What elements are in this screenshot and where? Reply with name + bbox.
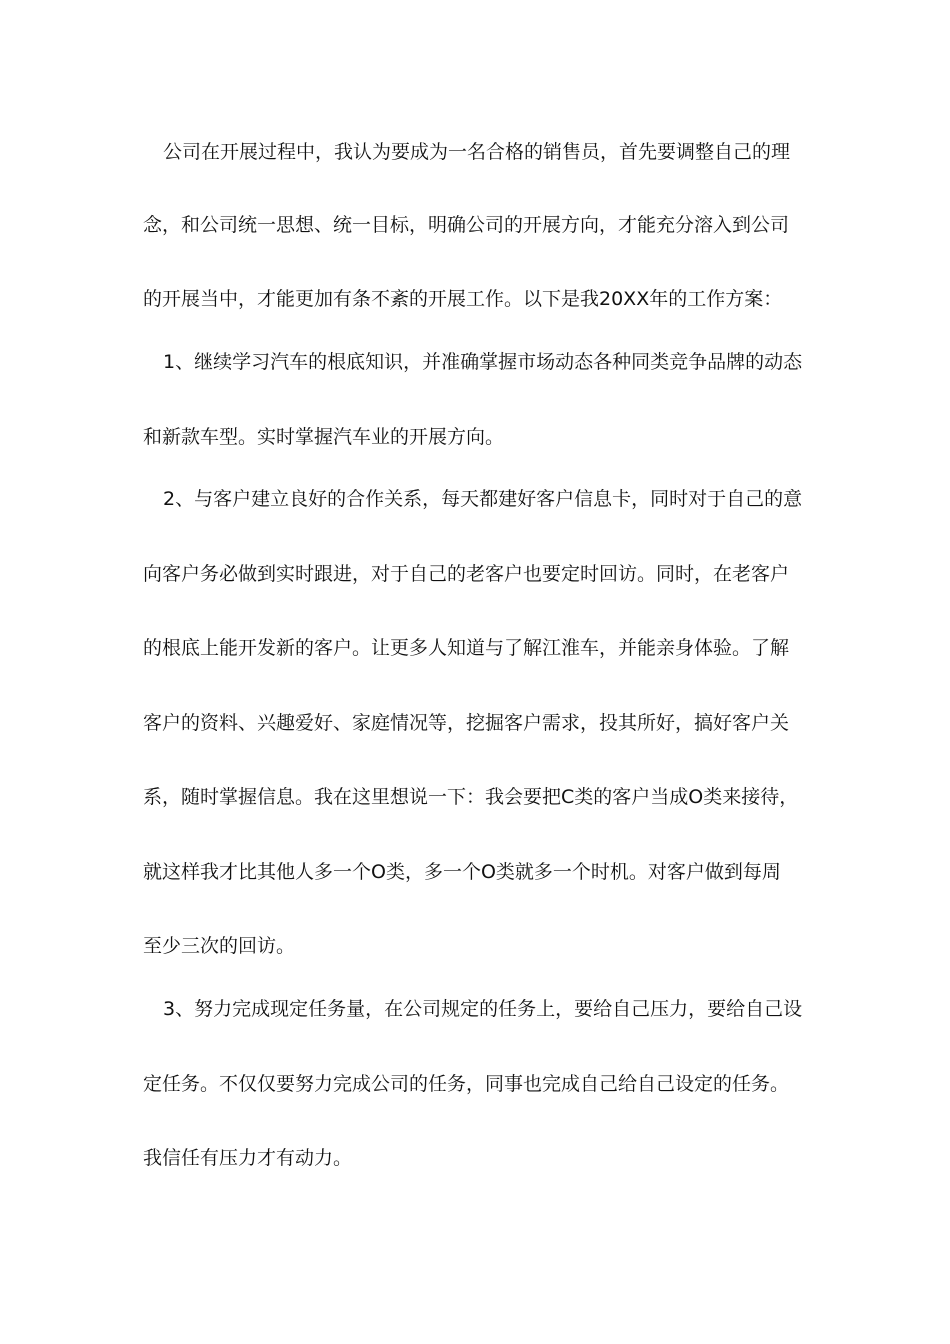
item-2-line-7: 至少三次的回访。: [143, 935, 296, 957]
item-2-line-4: 客户的资料、兴趣爱好、家庭情况等，挖掘客户需求，投其所好，搞好客户关: [143, 712, 790, 734]
paragraph-1-line-1: 公司在开展过程中，我认为要成为一名合格的销售员，首先要调整自己的理: [163, 141, 791, 163]
item-3-line-3: 我信任有压力才有动力。: [143, 1147, 353, 1169]
item-3-line-1: 3、努力完成现定任务量，在公司规定的任务上，要给自己压力，要给自己设: [163, 998, 803, 1020]
item-2-line-2: 向客户务必做到实时跟进，对于自己的老客户也要定时回访。同时，在老客户: [143, 563, 790, 585]
item-1-line-2: 和新款车型。实时掌握汽车业的开展方向。: [143, 426, 505, 448]
item-3-line-2: 定任务。不仅仅要努力完成公司的任务，同事也完成自己给自己设定的任务。: [143, 1073, 790, 1095]
item-2-line-1: 2、与客户建立良好的合作关系，每天都建好客户信息卡，同时对于自己的意: [163, 488, 803, 510]
paragraph-1-line-3: 的开展当中，才能更加有条不紊的开展工作。以下是我20XX年的工作方案：: [143, 288, 783, 310]
item-2-line-5: 系，随时掌握信息。我在这里想说一下：我会要把C类的客户当成O类来接待，: [143, 786, 799, 808]
item-2-line-6: 就这样我才比其他人多一个O类，多一个O类就多一个时机。对客户做到每周: [143, 861, 781, 883]
paragraph-1-line-2: 念，和公司统一思想、统一目标，明确公司的开展方向，才能充分溶入到公司: [143, 214, 790, 236]
item-2-line-3: 的根底上能开发新的客户。让更多人知道与了解江淮车，并能亲身体验。了解: [143, 637, 790, 659]
item-1-line-1: 1、继续学习汽车的根底知识，并准确掌握市场动态各种同类竞争品牌的动态: [163, 351, 803, 373]
